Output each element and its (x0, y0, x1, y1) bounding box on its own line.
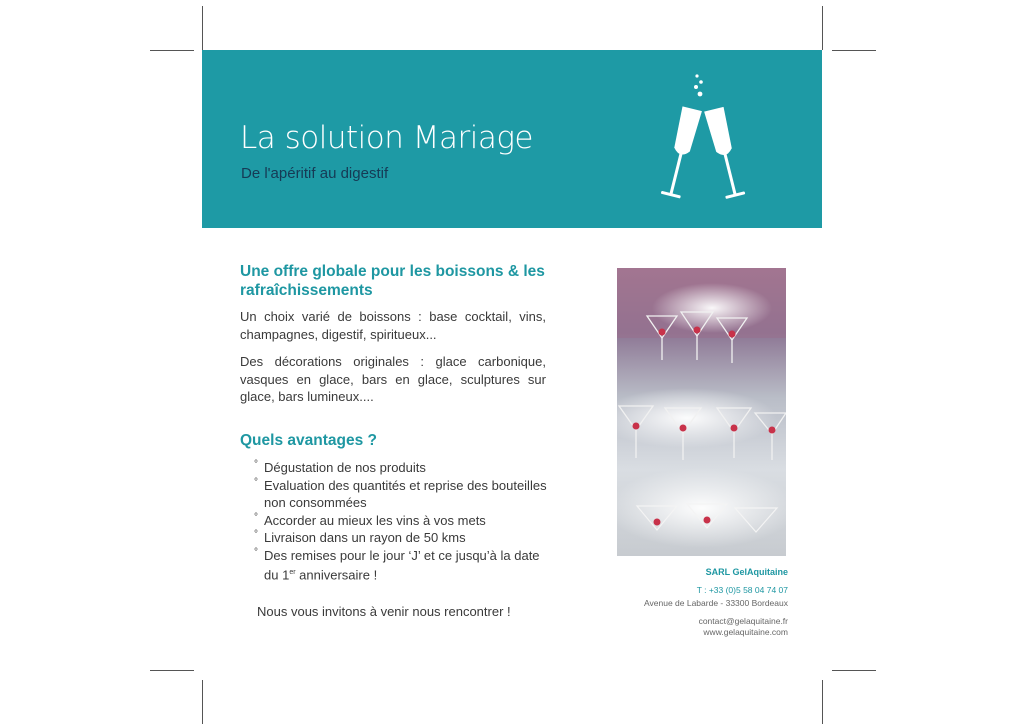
list-item: ° Des remises pour le jour ‘J’ et ce jusqu’à la date du 1er anniversaire ! (254, 547, 554, 584)
bullet: ° (254, 546, 258, 558)
crop-mark (202, 6, 203, 50)
list-item: ° Evaluation des quantités et reprise des bouteilles non consommées (254, 477, 554, 512)
champagne-glasses-icon (654, 70, 754, 212)
company-name: SARL GelAquitaine (705, 567, 788, 577)
decorations-paragraph: Des décorations originales : glace carbonique, vasques en glace, bars en glace, sculptures sur glace, bars lumineux.... (240, 354, 546, 404)
crop-mark (822, 680, 823, 724)
advantages-list (254, 459, 554, 584)
offer-heading (240, 262, 545, 300)
crop-mark (150, 50, 194, 51)
offer-heading-line: Une offre globale pour les boissons & les (240, 263, 545, 280)
bullet: ° (254, 459, 258, 470)
crop-mark (832, 670, 876, 671)
invitation-text: Nous vous invitons à venir nous rencontrer ! (257, 604, 511, 619)
crop-mark (202, 680, 203, 724)
champagne-tower-photo (617, 268, 786, 556)
bullet: ° (254, 476, 258, 488)
banner-subtitle: De l'apéritif au digestif (241, 165, 389, 182)
phone-number: T : +33 (0)5 58 04 74 07 (696, 585, 788, 595)
crop-mark (822, 6, 823, 50)
website-link[interactable]: www.gelaquitaine.com (703, 627, 788, 637)
bullet: ° (254, 529, 258, 540)
list-item: ° Dégustation de nos produits (254, 459, 554, 477)
crop-mark (150, 670, 194, 671)
email-link[interactable]: contact@gelaquitaine.fr (698, 616, 788, 626)
header-banner (202, 50, 822, 228)
bullet: ° (254, 511, 258, 523)
offer-heading-line: rafraîchissements (240, 282, 373, 299)
address: Avenue de Labarde - 33300 Bordeaux (644, 598, 788, 608)
offer-paragraph: Un choix varié de boissons : base cocktail, vins, champagnes, digestif, spiritueux... (240, 309, 546, 342)
advantages-heading: Quels avantages ? (240, 432, 377, 449)
superscript: er (289, 569, 296, 576)
crop-mark (832, 50, 876, 51)
list-item: ° Accorder au mieux les vins à vos mets (254, 512, 554, 530)
list-item: ° Livraison dans un rayon de 50 kms (254, 529, 554, 547)
banner-title: La solution Mariage (240, 120, 534, 156)
